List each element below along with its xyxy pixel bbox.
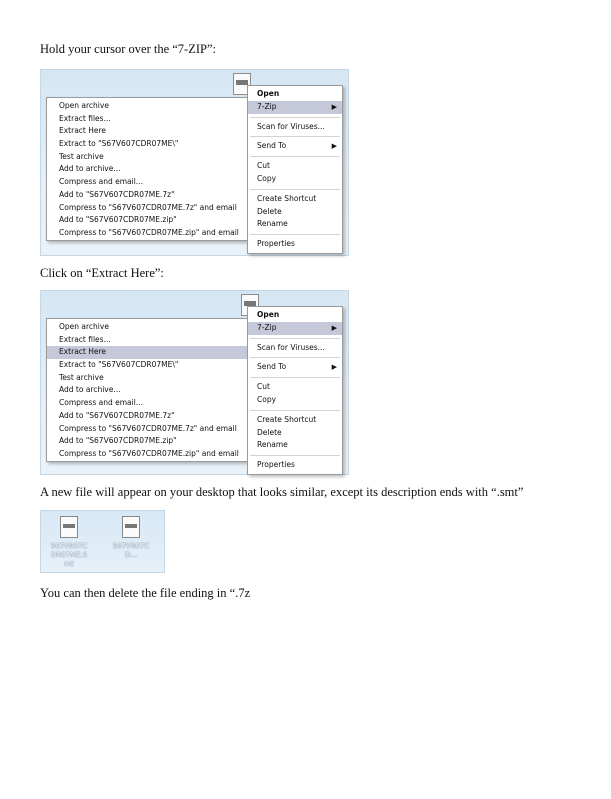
submenu-add-to-zip[interactable]: Add to "S67V607CDR07ME.zip" [59,215,177,225]
ctx-send-to[interactable] [248,140,342,153]
submenu-open-archive[interactable]: Open archive [59,101,109,110]
submenu-arrow-icon: ▶ [331,102,337,111]
desktop-file-label: S67V607CDR07ME.Smt [50,542,88,568]
ctx-copy[interactable]: Copy [257,173,277,183]
desktop-file-smt[interactable] [49,516,89,569]
menu-separator [250,377,340,378]
context-menu [247,306,343,475]
ctx-7zip[interactable] [248,101,342,114]
submenu-compress-email[interactable]: Compress and email... [59,398,143,408]
submenu-open-archive[interactable]: Open archive [59,322,109,331]
ctx-7zip-label: 7-Zip [257,101,277,111]
menu-separator [250,117,340,118]
submenu-add-to-zip[interactable]: Add to "S67V607CDR07ME.zip" [59,436,177,446]
submenu-extract-files[interactable]: Extract files... [59,334,111,344]
submenu-add-to-archive[interactable]: Add to archive... [59,164,121,174]
step3-caption: A new file will appear on your desktop that looks similar, except its description ends with “.smt” [40,485,524,499]
ctx-open[interactable]: Open [257,89,280,98]
ctx-properties[interactable]: Properties [257,460,295,470]
step4-caption: You can then delete the file ending in “.7z [40,586,251,600]
menu-separator [250,357,340,358]
desktop-file-7z[interactable] [109,516,153,560]
ctx-scan[interactable]: Scan for Viruses... [257,121,325,131]
ctx-7zip[interactable] [248,322,342,335]
menu-separator [250,234,340,235]
submenu-add-to-7z[interactable]: Add to "S67V607CDR07ME.7z" [59,189,175,199]
menu-separator [250,136,340,137]
ctx-send-to[interactable] [248,361,342,374]
submenu-add-to-archive[interactable]: Add to archive... [59,385,121,395]
ctx-create-shortcut[interactable]: Create Shortcut [257,414,317,424]
step1-caption: Hold your cursor over the “7-ZIP”: [40,42,216,56]
menu-separator [250,338,340,339]
submenu-arrow-icon: ▶ [331,363,337,372]
7zip-submenu [46,318,248,462]
7zip-submenu [46,97,248,241]
screenshot-hover-7zip [40,69,349,256]
submenu-compress-email[interactable]: Compress and email... [59,177,143,187]
ctx-create-shortcut[interactable]: Create Shortcut [257,193,317,203]
submenu-test-archive[interactable]: Test archive [59,151,104,161]
submenu-extract-here[interactable]: Extract Here [47,346,247,359]
ctx-properties[interactable]: Properties [257,239,295,249]
submenu-extract-files[interactable]: Extract files... [59,113,111,123]
submenu-extract-here[interactable]: Extract Here [59,126,107,136]
ctx-rename[interactable]: Rename [257,440,288,450]
menu-separator [250,189,340,190]
submenu-extract-to[interactable]: Extract to "S67V607CDR07ME\" [59,360,179,370]
submenu-extract-to[interactable]: Extract to "S67V607CDR07ME\" [59,139,179,149]
submenu-arrow-icon: ▶ [331,323,337,332]
ctx-send-to-label: Send To [257,141,287,151]
menu-separator [250,156,340,157]
context-menu [247,85,343,254]
ctx-delete[interactable]: Delete [257,427,282,437]
desktop-screenshot [40,510,165,573]
ctx-7zip-label: 7-Zip [257,322,277,332]
desktop-file-label: S67V607CD... [112,542,150,559]
ctx-scan[interactable]: Scan for Viruses... [257,342,325,352]
ctx-rename[interactable]: Rename [257,219,288,229]
ctx-delete[interactable]: Delete [257,206,282,216]
screenshot-click-extract-here [40,290,349,475]
ctx-open[interactable]: Open [257,310,280,319]
submenu-compress-zip-email[interactable]: Compress to "S67V607CDR07ME.zip" and email [59,448,239,458]
file-icon [60,516,78,538]
submenu-test-archive[interactable]: Test archive [59,372,104,382]
submenu-compress-zip-email[interactable]: Compress to "S67V607CDR07ME.zip" and email [59,227,239,237]
step2-caption: Click on “Extract Here”: [40,266,164,280]
menu-separator [250,410,340,411]
ctx-cut[interactable]: Cut [257,382,270,392]
ctx-cut[interactable]: Cut [257,161,270,171]
submenu-arrow-icon: ▶ [331,142,337,151]
file-icon [122,516,140,538]
submenu-compress-7z-email[interactable]: Compress to "S67V607CDR07ME.7z" and email [59,202,237,212]
menu-separator [250,455,340,456]
submenu-compress-7z-email[interactable]: Compress to "S67V607CDR07ME.7z" and email [59,423,237,433]
ctx-send-to-label: Send To [257,362,287,372]
ctx-copy[interactable]: Copy [257,394,277,404]
submenu-add-to-7z[interactable]: Add to "S67V607CDR07ME.7z" [59,410,175,420]
